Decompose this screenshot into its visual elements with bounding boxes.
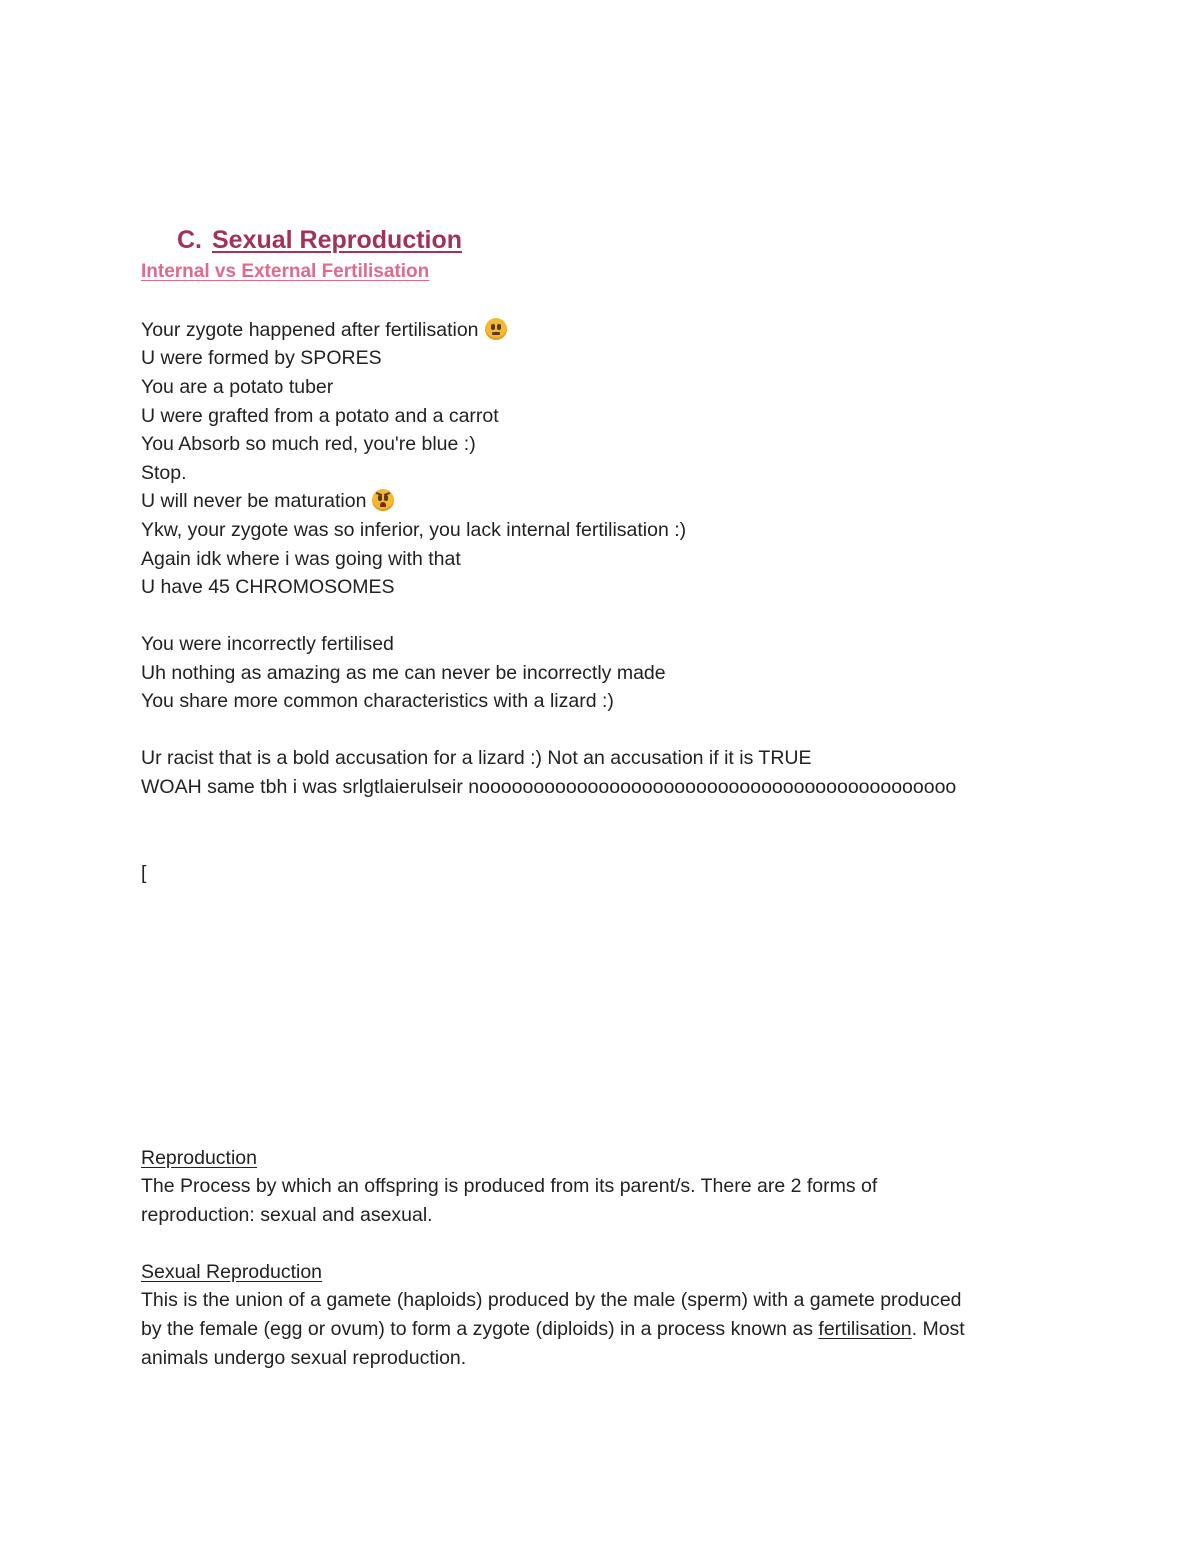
paragraph-line: animals undergo sexual reproduction. — [141, 1347, 467, 1369]
text-line: You are a potato tuber — [141, 376, 334, 398]
line-text: U will never be maturation — [141, 490, 367, 512]
paragraph-text: . Most — [911, 1318, 965, 1340]
text-line: U were grafted from a potato and a carrot — [141, 405, 499, 427]
paragraph-line: This is the union of a gamete (haploids) produced by the male (sperm) with a gamete produced — [141, 1289, 962, 1311]
text-line — [141, 489, 394, 513]
text-line: Ykw, your zygote was so inferior, you lack internal fertilisation :) — [141, 519, 687, 541]
grinning-face-emoji-icon — [485, 318, 507, 340]
section-title: Sexual Reproduction — [212, 226, 463, 254]
paragraph-line: The Process by which an offspring is produced from its parent/s. There are 2 forms of — [141, 1175, 878, 1197]
paragraph-text: by the female (egg or ovum) to form a zygote (diploids) in a process known as — [141, 1318, 819, 1340]
text-line: Ur racist that is a bold accusation for a lizard :) Not an accusation if it is TRUE — [141, 747, 812, 769]
line-text: Your zygote happened after fertilisation — [141, 319, 479, 341]
paragraph-line — [141, 1317, 965, 1341]
text-line: WOAH same tbh i was srlgtlaierulseir noooooooooooooooooooooooooooooooooooooooooooo — [141, 776, 957, 798]
text-line: You were incorrectly fertilised — [141, 633, 394, 655]
text-line — [141, 318, 507, 342]
text-line: Stop. — [141, 462, 187, 484]
anguished-face-emoji-icon — [372, 489, 394, 511]
subheading: Internal vs External Fertilisation — [141, 261, 430, 282]
paragraph-line: reproduction: sexual and asexual. — [141, 1204, 433, 1226]
sexual-reproduction-heading: Sexual Reproduction — [141, 1261, 323, 1283]
text-line: You Absorb so much red, you're blue :) — [141, 433, 476, 455]
text-line: Uh nothing as amazing as me can never be incorrectly made — [141, 662, 666, 684]
text-line: U were formed by SPORES — [141, 347, 382, 369]
section-heading — [177, 226, 462, 255]
section-marker: C. — [177, 226, 202, 254]
text-line: Again idk where i was going with that — [141, 548, 461, 570]
text-line: [ — [141, 862, 147, 884]
fertilisation-term: fertilisation — [818, 1318, 912, 1340]
reproduction-heading: Reproduction — [141, 1147, 257, 1169]
text-line: You share more common characteristics with a lizard :) — [141, 690, 614, 712]
text-line: U have 45 CHROMOSOMES — [141, 576, 395, 598]
